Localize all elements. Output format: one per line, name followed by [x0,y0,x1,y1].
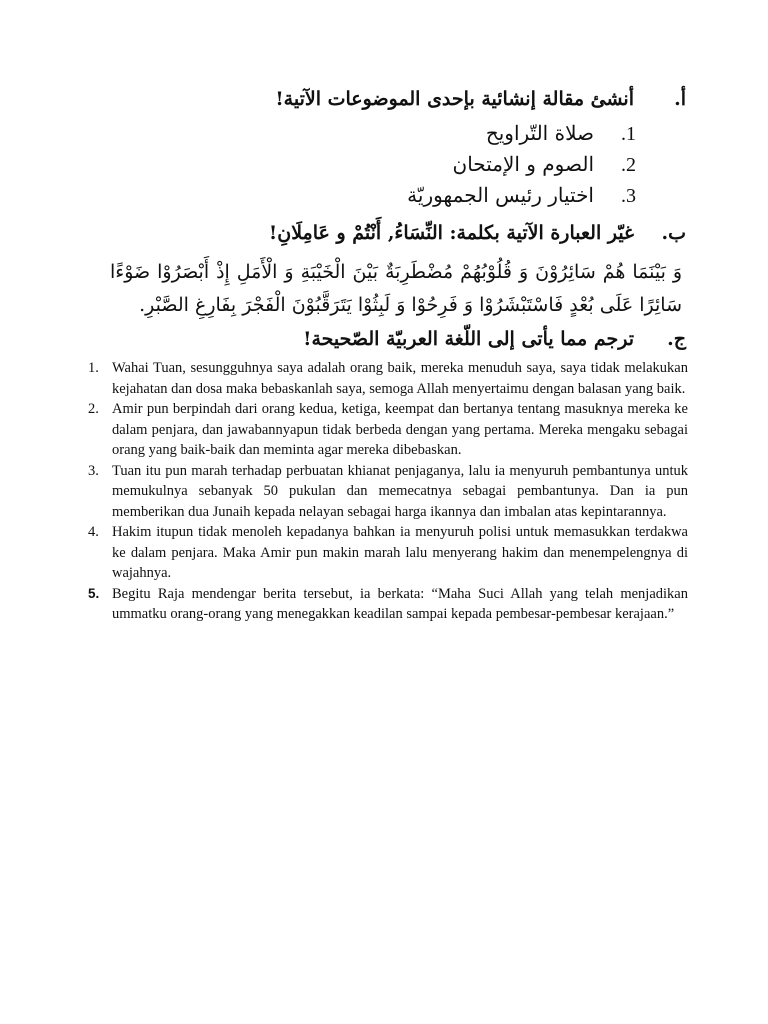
list-item-number: 3. [88,462,99,479]
list-item-number: 1. [621,123,636,145]
section-b-heading: غيّر العبارة الآتية بكلمة: النِّسَاءُ, أَنْتُمْ و عَامِلَانِ! [268,222,634,244]
list-item-text: الصوم و الإمتحان [452,152,594,176]
section-a [126,88,686,211]
section-b-marker: ب. [661,222,686,244]
list-item-text: Begitu Raja mendengar berita tersebut, ia berkata: “Maha Suci Allah yang telah menjadikan ummatku orang-orang yang menegakkan keadilan sampai kepada pembesar-pembesar kerajaan.” [112,585,688,622]
section-a-marker: أ. [674,88,686,110]
section-c [126,328,686,350]
translation-list [88,358,688,625]
list-item-number: 2. [88,401,99,417]
section-b-heading-row [126,222,686,244]
list-item-number: 1. [88,360,99,376]
list-item-number: 3. [621,185,636,207]
topic-list [126,118,686,211]
list-item [88,358,688,399]
section-c-heading: ترجم مما يأتى إلى اللّغة العربيّة الصّحيحة! [303,328,634,350]
list-item-text: صلاة التّراويح [485,121,594,145]
list-item [126,180,686,211]
section-a-heading: أنشئ مقالة إنشائية بإحدى الموضوعات الآتية! [275,88,634,110]
section-c-marker: ج. [667,328,686,350]
list-item [126,118,686,149]
list-item-text: Wahai Tuan, sesungguhnya saya adalah orang baik, mereka menuduh saya, saya tidak melakukan kejahatan dan dosa maka bebaskanlah saya, semoga Allah menyertaimu dengan balasan yang baik. [112,360,688,397]
list-item [88,399,688,461]
list-item-number: 2. [621,154,636,176]
list-item [126,149,686,180]
list-item-number: 4. [88,524,99,540]
list-item [88,461,688,523]
section-c-heading-row [126,328,686,350]
section-a-heading-row [126,88,686,110]
list-item [88,584,688,625]
list-item-text: Amir pun berpindah dari orang kedua, ketiga, keempat dan bertanya tentang masuknya mereka ke dalam penjara, dan jawabannyapun tidak berbeda dengan yang pertama. Mereka mengaku sebagai orang yang baik-baik dan meminta agar mereka dibebaskan. [112,401,688,458]
list-item-text: Tuan itu pun marah terhadap perbuatan khianat penjaganya, lalu ia menyuruh pembantunya untuk memukulnya sebanyak 50 pukulan dan memecatnya sebagai pembantunya. Dan ia pun memberikan dua Junaih kepada nelayan sebagai harga ikannya dan imbalan atas kepintarannya. [112,462,688,520]
list-item-number: 5. [88,585,100,601]
section-b-passage: وَ بَيْنَمَا هُمْ سَائِرُوْنَ وَ قُلُوْبُهُمْ مُضْطَرِبَةٌ بَيْنَ الْخَيْبَةِ وَ الْأَمَلِ إِذْ أَبْصَرُوْا ضَوْءًا سَائِرًا عَلَى بُعْدٍ فَاسْتَبْشَرُوْا وَ فَرِحُوْا وَ لَبِثُوْا يَتَرَقَّبُوْنَ الْفَجْرَ بِفَارِغِ الصَّبْرِ. [110,261,682,316]
list-item-text: Hakim itupun tidak menoleh kepadanya bahkan ia menyuruh polisi untuk memasukkan terdakwa ke dalam penjara. Maka Amir pun makin marah lalu menyerang hakim dan menempelengnya di wajahnya. [112,524,688,581]
section-b [126,222,686,244]
list-item [88,522,688,584]
list-item-text: اختيار رئيس الجمهوريّة [407,183,594,207]
